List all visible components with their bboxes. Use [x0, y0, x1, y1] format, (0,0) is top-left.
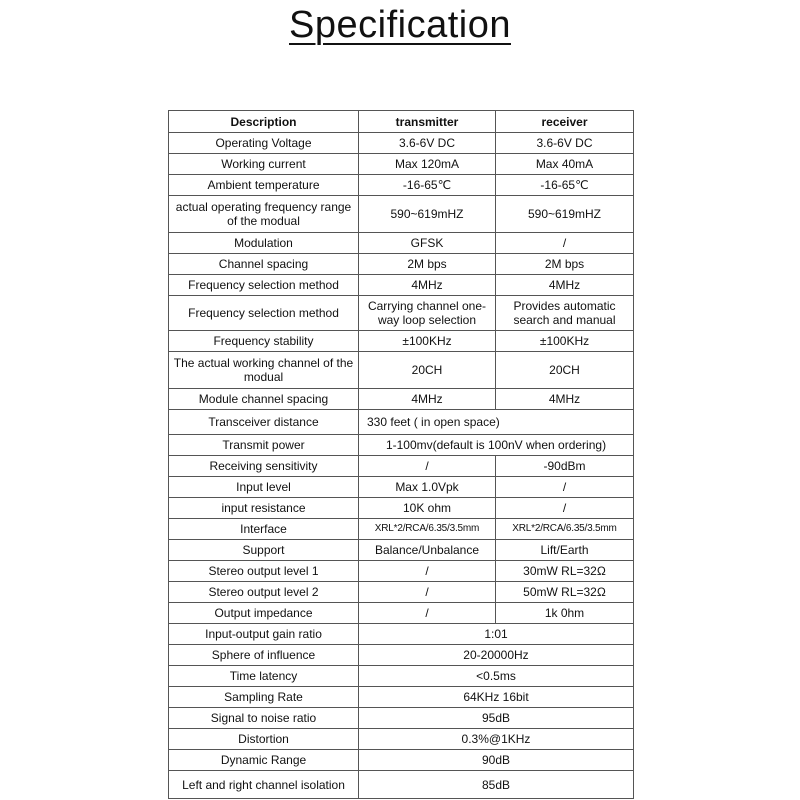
shared-value: 0.3%@1KHz [359, 729, 634, 750]
transmitter-value: Max 1.0Vpk [359, 477, 496, 498]
page-title [0, 2, 800, 48]
table-row [169, 708, 634, 729]
column-header-description: Description [169, 111, 359, 133]
table-row [169, 331, 634, 352]
column-header-transmitter: transmitter [359, 111, 496, 133]
table-row [169, 435, 634, 456]
column-header-receiver: receiver [496, 111, 634, 133]
receiver-value: 20CH [496, 352, 634, 389]
transmitter-value: ±100KHz [359, 331, 496, 352]
row-description: The actual working channel of the modual [169, 352, 359, 389]
row-description: Transceiver distance [169, 410, 359, 435]
row-description: Dynamic Range [169, 750, 359, 771]
table-row [169, 666, 634, 687]
row-description: Channel spacing [169, 254, 359, 275]
table-row [169, 275, 634, 296]
shared-value: 90dB [359, 750, 634, 771]
table-row [169, 456, 634, 477]
receiver-value: / [496, 233, 634, 254]
receiver-value: 50mW RL=32Ω [496, 582, 634, 603]
shared-value: 20-20000Hz [359, 645, 634, 666]
receiver-value: 1k 0hm [496, 603, 634, 624]
receiver-value: 4MHz [496, 275, 634, 296]
table-row [169, 582, 634, 603]
table-row [169, 254, 634, 275]
receiver-value: -90dBm [496, 456, 634, 477]
table-header-row [169, 111, 634, 133]
table-row [169, 154, 634, 175]
row-description: Frequency selection method [169, 275, 359, 296]
shared-value: 85dB [359, 771, 634, 799]
transmitter-value: Carrying channel one-way loop selection [359, 296, 496, 331]
receiver-value: / [496, 498, 634, 519]
row-description: Receiving sensitivity [169, 456, 359, 477]
transmitter-value: XRL*2/RCA/6.35/3.5mm [359, 519, 496, 540]
table-row [169, 519, 634, 540]
transmitter-value: Max 120mA [359, 154, 496, 175]
transmitter-value: 4MHz [359, 389, 496, 410]
transmitter-value: GFSK [359, 233, 496, 254]
receiver-value: 3.6-6V DC [496, 133, 634, 154]
row-description: Modulation [169, 233, 359, 254]
receiver-value: ±100KHz [496, 331, 634, 352]
row-description: Ambient temperature [169, 175, 359, 196]
receiver-value: -16-65℃ [496, 175, 634, 196]
transmitter-value: / [359, 582, 496, 603]
table-row [169, 233, 634, 254]
transmitter-value: 10K ohm [359, 498, 496, 519]
table-row [169, 196, 634, 233]
transmitter-value: / [359, 456, 496, 477]
shared-value: 1:01 [359, 624, 634, 645]
row-description: Signal to noise ratio [169, 708, 359, 729]
table-row [169, 133, 634, 154]
row-description: Sphere of influence [169, 645, 359, 666]
receiver-value: XRL*2/RCA/6.35/3.5mm [496, 519, 634, 540]
table-row [169, 175, 634, 196]
transmitter-value: Balance/Unbalance [359, 540, 496, 561]
receiver-value: Provides automatic search and manual [496, 296, 634, 331]
row-description: actual operating frequency range of the modual [169, 196, 359, 233]
receiver-value: 4MHz [496, 389, 634, 410]
table-row [169, 498, 634, 519]
receiver-value: 30mW RL=32Ω [496, 561, 634, 582]
transmitter-value: 590~619mHZ [359, 196, 496, 233]
row-description: Input level [169, 477, 359, 498]
receiver-value: Max 40mA [496, 154, 634, 175]
receiver-value: Lift/Earth [496, 540, 634, 561]
table-row [169, 771, 634, 799]
transmitter-value: 3.6-6V DC [359, 133, 496, 154]
row-description: Output impedance [169, 603, 359, 624]
table-row [169, 410, 634, 435]
shared-value: 330 feet ( in open space) [359, 410, 634, 435]
table-row [169, 624, 634, 645]
shared-value: 1-100mv(default is 100nV when ordering) [359, 435, 634, 456]
transmitter-value: -16-65℃ [359, 175, 496, 196]
row-description: Time latency [169, 666, 359, 687]
row-description: Frequency selection method [169, 296, 359, 331]
transmitter-value: 4MHz [359, 275, 496, 296]
row-description: Sampling Rate [169, 687, 359, 708]
table-row [169, 750, 634, 771]
specification-table [168, 110, 634, 799]
transmitter-value: 20CH [359, 352, 496, 389]
row-description: input resistance [169, 498, 359, 519]
page-title-text: Specification [289, 4, 511, 46]
row-description: Operating Voltage [169, 133, 359, 154]
row-description: Support [169, 540, 359, 561]
row-description: Stereo output level 1 [169, 561, 359, 582]
table-row [169, 540, 634, 561]
row-description: Working current [169, 154, 359, 175]
receiver-value: 590~619mHZ [496, 196, 634, 233]
table-row [169, 296, 634, 331]
table-row [169, 687, 634, 708]
transmitter-value: 2M bps [359, 254, 496, 275]
shared-value: 64KHz 16bit [359, 687, 634, 708]
row-description: Interface [169, 519, 359, 540]
table-row [169, 561, 634, 582]
table-row [169, 352, 634, 389]
shared-value: 95dB [359, 708, 634, 729]
table-row [169, 645, 634, 666]
row-description: Stereo output level 2 [169, 582, 359, 603]
table-row [169, 477, 634, 498]
table-row [169, 729, 634, 750]
receiver-value: 2M bps [496, 254, 634, 275]
row-description: Distortion [169, 729, 359, 750]
table-row [169, 389, 634, 410]
row-description: Input-output gain ratio [169, 624, 359, 645]
receiver-value: / [496, 477, 634, 498]
row-description: Transmit power [169, 435, 359, 456]
row-description: Module channel spacing [169, 389, 359, 410]
table-row [169, 603, 634, 624]
transmitter-value: / [359, 561, 496, 582]
row-description: Frequency stability [169, 331, 359, 352]
shared-value: <0.5ms [359, 666, 634, 687]
row-description: Left and right channel isolation [169, 771, 359, 799]
transmitter-value: / [359, 603, 496, 624]
